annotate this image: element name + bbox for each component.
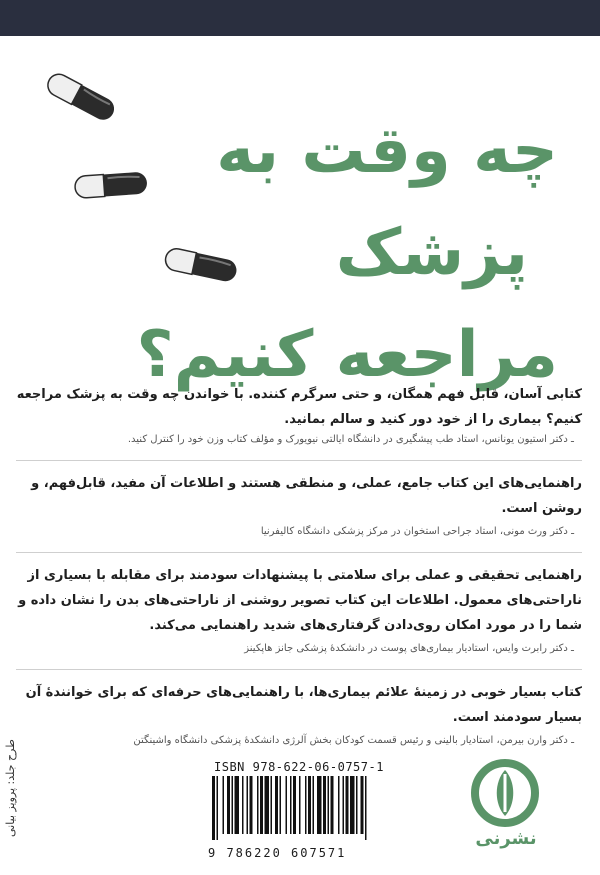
barcode-bar (217, 776, 219, 840)
barcode-bar (257, 776, 259, 834)
nashr-ney-logo-icon (470, 752, 540, 834)
barcode-bar (235, 776, 240, 834)
title-line-3: مراجعه کنیم؟ (136, 318, 558, 392)
divider (16, 552, 582, 553)
barcode-bar (350, 776, 355, 834)
barcode-bar (275, 776, 278, 834)
barcode-bar (286, 776, 288, 834)
barcode-icon (210, 776, 428, 840)
barcode-bar (331, 776, 334, 834)
endorsement-quote: راهنمایی‌های این کتاب جامع، عملی، و منطقی هستند و اطلاعات آن مفید، قابل‌فهم، و روشن است. (31, 476, 582, 516)
barcode-bar (323, 776, 326, 834)
barcode-bar (338, 776, 340, 834)
endorsement-quote: راهنمایی تحقیقی و عملی برای سلامتی با پیشنهادات سودمند برای مقابله با بسیاری از ناراحتی‌های معمول. اطلاعات این کتاب تصویر روشنی از ناراحتی‌های بدن را نشان داده و شما را در مورد امکان روی‌دادن گرفتاری‌های شدید راهنمایی می‌کند. (18, 568, 582, 633)
barcode-bar (271, 776, 273, 834)
endorsement-attribution: ـ دکتر رابرت وایس، استادیار بیماری‌های پوست در دانشکدهٔ پزشکی جانز هاپکینز (244, 643, 574, 654)
barcode-bar (227, 776, 230, 834)
endorsement-attribution: ـ دکتر وارن بیرمن، استادیار بالینی و رئیس قسمت کودکان بخش آلرژی دانشکدهٔ پزشکی دانشگاه واشینگتن (133, 735, 574, 746)
barcode-bar (250, 776, 253, 834)
book-title (138, 100, 558, 406)
barcode-bar (356, 776, 358, 834)
barcode-bar (242, 776, 244, 834)
barcode-bar (346, 776, 349, 834)
barcode-bar (299, 776, 301, 834)
barcode-bar (280, 776, 282, 834)
barcode-bar (265, 776, 270, 834)
barcode-bar (223, 776, 225, 834)
barcode-bar (232, 776, 234, 834)
barcode-number: 9 786220 607571 (208, 846, 347, 860)
divider (16, 460, 582, 461)
divider (16, 669, 582, 670)
isbn-label: ISBN 978-622-06-0757-1 (214, 760, 384, 774)
barcode-bar (328, 776, 330, 834)
barcode-bar (212, 776, 215, 840)
capsule-icon (42, 68, 120, 126)
barcode-bar (260, 776, 263, 834)
barcode-bar (313, 776, 315, 834)
top-color-band (0, 0, 600, 36)
title-line-1: چه وقت به (216, 114, 558, 188)
endorsement-attribution: ـ دکتر استیون یونانس، استاد طب پیشگیری در دانشگاه ایالتی نیویورک و مؤلف کتاب وزن خود را کنترل کنید. (127, 434, 574, 445)
endorsements (16, 382, 582, 761)
barcode-bar (305, 776, 307, 834)
barcode-bar (290, 776, 292, 834)
cover-designer-credit: طرح جلد: پرویز بیانی (4, 739, 17, 838)
barcode-bar (308, 776, 311, 834)
barcode-bar (365, 776, 367, 840)
title-line-2: پزشک (335, 216, 528, 290)
barcode-bar (317, 776, 322, 834)
barcode-bar (247, 776, 249, 834)
barcode-bar (293, 776, 296, 834)
endorsement-attribution: ـ دکتر ورث مونی، استاد جراحی استخوان در مرکز پزشکی دانشگاه کالیفرنیا (260, 526, 574, 537)
endorsement-quote: کتاب بسیار خوبی در زمینهٔ علائم بیماری‌ها، با راهنمایی‌های حرفه‌ای که برای خوانندهٔ آن بسیار سودمند است. (25, 685, 582, 725)
barcode-bar (343, 776, 345, 834)
barcode-bar (361, 776, 364, 834)
publisher-name: نشرنی (475, 828, 537, 849)
endorsement-quote: کتابی آسان، قابل فهم همگان، و حتی سرگرم کننده. با خواندن چه وقت به پزشک مراجعه کنیم؟ بیماری را از خود دور کنید و سالم بمانید. (16, 387, 582, 427)
